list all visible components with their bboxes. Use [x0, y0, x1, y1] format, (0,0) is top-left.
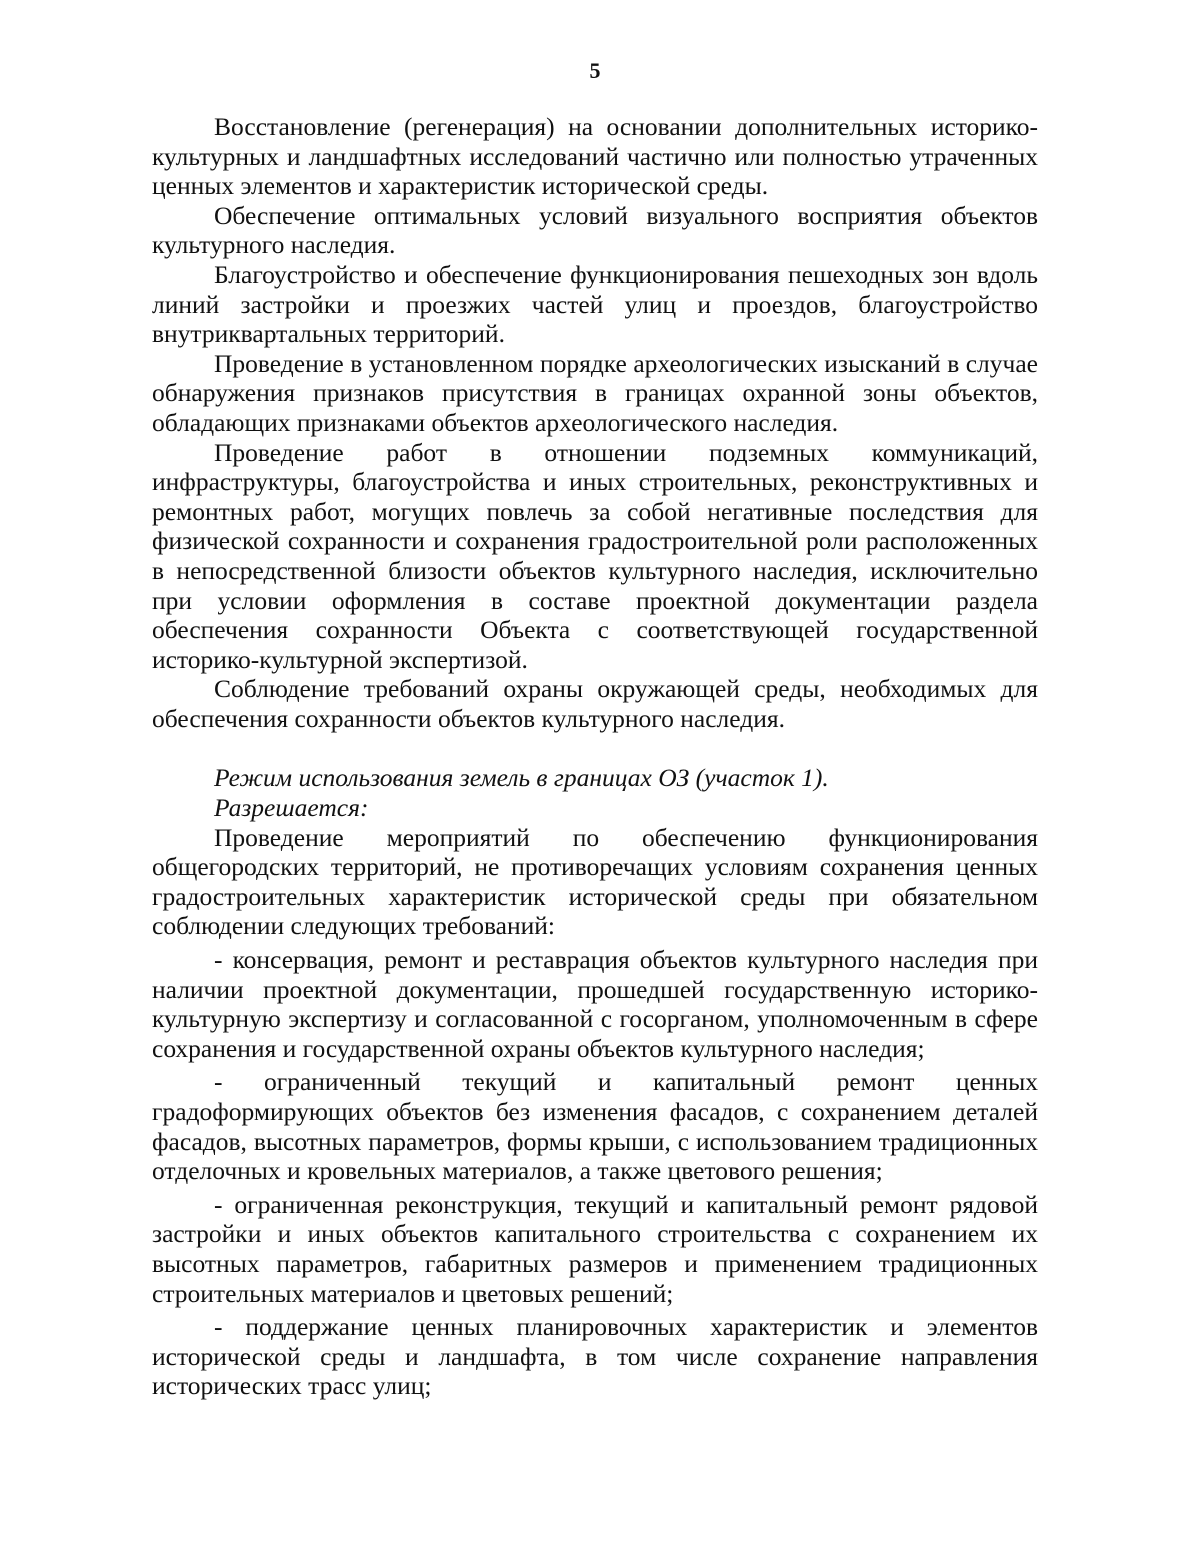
list-item: - ограниченная реконструкция, текущий и капитальный ремонт рядовой застройки и иных объектов капитального строительства с сохранением их высотных параметров, габаритных размеров и применением традиционных строительных материалов и цветовых решений; — [152, 1189, 1038, 1308]
section-intro: Проведение мероприятий по обеспечению функционирования общегородских территорий, не противоречащих условиям сохранения ценных градостроительных характеристик исторической среды при обязательном соблюдении следующих требований: — [152, 822, 1038, 941]
list-item: - ограниченный текущий и капитальный ремонт ценных градоформирующих объектов без изменения фасадов, с сохранением деталей фасадов, высотных параметров, формы крыши, с использованием традиционных отделочных и кровельных материалов, а также цветового решения; — [152, 1067, 1038, 1186]
section-title: Режим использования земель в границах ОЗ (участок 1). — [214, 763, 829, 793]
list-item: - консервация, ремонт и реставрация объектов культурного наследия при наличии проектной документации, прошедшей государственную историко-культурную экспертизу и согласованной с госорганом, уполномоченным в сфере сохранения и государственной охраны объектов культурного наследия; — [152, 945, 1038, 1063]
section-subtitle: Разрешается: — [214, 793, 369, 823]
list-item: - поддержание ценных планировочных характеристик и элементов исторической среды и ландшафта, в том числе сохранение направления исторических трасс улиц; — [152, 1312, 1038, 1401]
paragraph: Восстановление (регенерация) на основании дополнительных историко-культурных и ландшафтных исследований частично или полностью утраченных ценных элементов и характеристик исторической среды. — [152, 112, 1038, 201]
page-number: 5 — [589, 58, 601, 83]
paragraph: Проведение работ в отношении подземных коммуникаций, инфраструктуры, благоустройства и иных строительных, реконструктивных и ремонтных работ, могущих повлечь за собой негативные последствия для физической сохранности и сохранения градостроительной роли расположенных в непосредственной близости объектов культурного наследия, исключительно при условии оформления в составе проектной документации раздела обеспечения сохранности Объекта с соответствующей государственной историко-культурной экспертизой. — [152, 437, 1038, 674]
paragraph: Благоустройство и обеспечение функционирования пешеходных зон вдоль линий застройки и проезжих частей улиц и проездов, благоустройство внутриквартальных территорий. — [152, 259, 1038, 349]
paragraph: Соблюдение требований охраны окружающей среды, необходимых для обеспечения сохранности объектов культурного наследия. — [152, 674, 1038, 733]
paragraph: Проведение в установленном порядке археологических изысканий в случае обнаружения признаков присутствия в границах охранной зоны объектов, обладающих признаками объектов археологического наследия. — [152, 348, 1038, 437]
document-body — [152, 112, 1038, 1401]
paragraph: Обеспечение оптимальных условий визуального восприятия объектов культурного наследия. — [152, 200, 1038, 260]
